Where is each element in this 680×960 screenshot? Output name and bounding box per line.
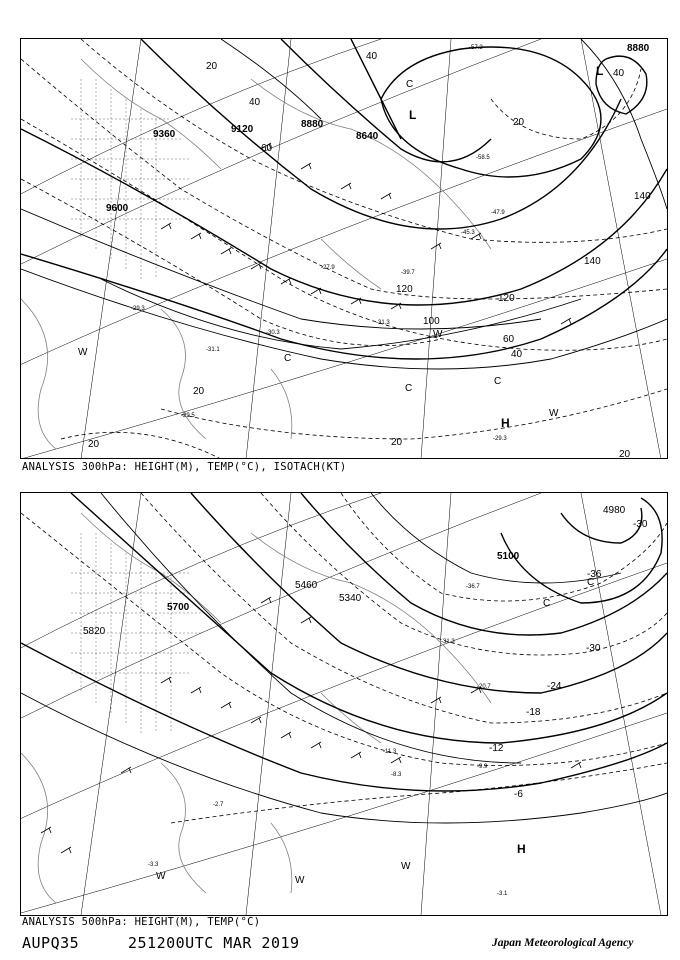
panel-caption-300hpa: ANALYSIS 300hPa: HEIGHT(M), TEMP(°C), ISOTACH(KT) (22, 461, 347, 473)
isotach-label: 140 (634, 191, 651, 202)
height-label: 5460 (295, 580, 318, 591)
cold-mark: C (587, 577, 595, 588)
isotach-label: 40 (511, 349, 523, 360)
temp-label: -39.7 (401, 270, 415, 276)
temp-label: -31.1 (206, 347, 220, 353)
isotach-label: 100 (423, 316, 440, 327)
station-label: -31.3 (441, 639, 455, 645)
temp-contour-label: -6 (514, 789, 523, 800)
height-label: 5340 (339, 593, 362, 604)
isotach-label: 20 (391, 437, 403, 448)
temp-label: -30.3 (266, 330, 280, 336)
cold-mark: C (543, 598, 551, 609)
temp-contour-label: -18 (526, 707, 541, 718)
low-pressure-center: L (409, 108, 417, 122)
temp-label: -58.5 (476, 155, 490, 161)
isotach-label: 20 (619, 449, 631, 458)
warm-mark: W (401, 861, 411, 872)
station-label: -3.1 (497, 891, 508, 897)
isotach-label: 20 (206, 61, 218, 72)
valid-time: 251200UTC MAR 2019 (128, 934, 300, 952)
height-label: 4980 (603, 505, 626, 516)
temp-label: -27.9 (321, 265, 335, 271)
temp-contour-label: -24 (547, 681, 562, 692)
temp-label: -45.3 (461, 230, 475, 236)
cold-mark: C (494, 376, 502, 387)
map-labels-300 (78, 43, 651, 458)
temp-label: -29.5 (181, 413, 195, 419)
isotach-label: 20 (193, 386, 205, 397)
temp-contour-label: -36 (587, 569, 602, 580)
station-label: -3.3 (148, 862, 159, 868)
isotach-label: 40 (249, 97, 261, 108)
wind-barbs (41, 597, 581, 853)
agency-credit: Japan Meteorological Agency (492, 937, 634, 949)
height-label: 8640 (356, 131, 379, 142)
isotach-label: 40 (366, 51, 378, 62)
warm-mark: W (549, 408, 559, 419)
station-label: -20.7 (477, 684, 491, 690)
cold-mark: C (284, 353, 292, 364)
temp-label: -29.3 (493, 436, 507, 442)
warm-mark: W (156, 871, 166, 882)
temp-contour-label: -12 (489, 743, 504, 754)
temp-contour-label: -30 (633, 519, 648, 530)
height-label: 8880 (301, 119, 324, 130)
station-label: -36.7 (466, 584, 480, 590)
isotach-label: 140 (584, 256, 601, 267)
latlon-grid (21, 39, 667, 458)
thin-contours (21, 493, 667, 823)
height-label: 5820 (83, 626, 106, 637)
map-panel-500hpa (20, 492, 668, 916)
isotach-label: 20 (513, 117, 525, 128)
height-label: 9120 (231, 124, 254, 135)
cold-mark: C (406, 79, 414, 90)
temp-contour-label: -30 (586, 643, 601, 654)
warm-mark: W (295, 875, 305, 886)
high-pressure-center: H (517, 842, 526, 856)
map-300hpa-canvas (21, 39, 667, 458)
isotach-label: 40 (613, 68, 625, 79)
panel-caption-500hpa: ANALYSIS 500hPa: HEIGHT(M), TEMP(°C) (22, 916, 261, 928)
temp-label: -31.3 (376, 320, 390, 326)
latlon-grid (21, 493, 667, 915)
isotherms-dashed (21, 39, 667, 458)
map-panel-300hpa (20, 38, 668, 459)
station-label: -8.3 (391, 772, 402, 778)
height-contours (21, 493, 667, 791)
temp-label: -47.9 (491, 210, 505, 216)
station-label: -9.9 (477, 764, 488, 770)
warm-mark: W (78, 347, 88, 358)
isotach-label: 120 (498, 293, 515, 304)
isotach-label: 120 (396, 284, 413, 295)
isotach-label: 20 (88, 439, 100, 450)
height-label: 8880 (627, 43, 650, 54)
station-label: -2.7 (213, 802, 224, 808)
temp-label: -57.2 (469, 45, 483, 51)
cold-mark: C (405, 383, 413, 394)
isotach-label: 60 (503, 334, 515, 345)
height-label: 5700 (167, 602, 190, 613)
map-labels-500 (83, 505, 648, 897)
height-label: 9600 (106, 203, 129, 214)
low-pressure-center: L (596, 64, 604, 78)
isotach-label: 60 (261, 143, 273, 154)
warm-mark: W (433, 329, 443, 340)
height-label: 9360 (153, 129, 176, 140)
map-500hpa-canvas (21, 493, 667, 915)
chart-id: AUPQ35 (22, 934, 80, 952)
temp-label: -29.3 (131, 306, 145, 312)
station-label: -11.3 (383, 749, 397, 755)
high-pressure-center: H (501, 416, 510, 430)
height-label: 5100 (497, 551, 520, 562)
isotherms-dashed (21, 493, 667, 823)
